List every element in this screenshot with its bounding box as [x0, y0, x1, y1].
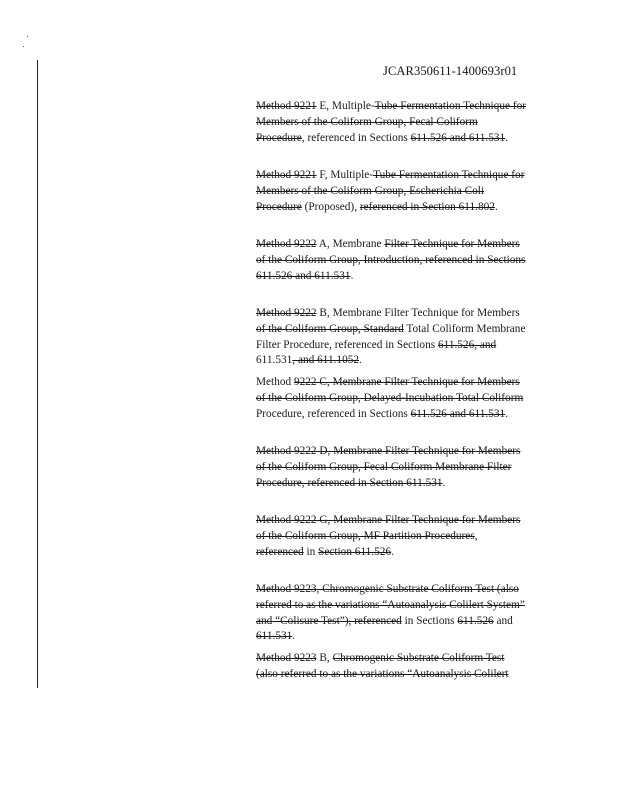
struck-text: of the Coliform Group, Fecal Coliform Membrane Filter — [256, 460, 512, 473]
entry-text: Procedure, referenced in Sections — [256, 407, 411, 420]
entry-text: Total Coliform Membrane — [403, 322, 526, 335]
struck-text: Method 9221 — [256, 100, 317, 112]
entry-line — [256, 99, 548, 115]
entry-line — [256, 306, 548, 322]
struck-text: 611.526, and — [437, 338, 497, 351]
entry-line — [256, 444, 548, 460]
method-entry — [256, 444, 548, 513]
struck-text: of the Coliform Group, Standard — [256, 322, 404, 335]
entry-text: . — [505, 131, 509, 144]
entry-text: (Proposed), — [301, 200, 360, 213]
struck-text: Method 9221 — [256, 169, 317, 181]
struck-text: Method 9223, Chromogenic Substrate Coliform Test (also — [256, 583, 519, 595]
entry-text: . — [359, 354, 362, 367]
struck-text: Procedure — [256, 200, 302, 213]
struck-text: and “Colisure Test”), referenced — [256, 614, 402, 627]
entry-text: B, Membrane Filter Technique for Members — [316, 307, 520, 319]
struck-text: Procedure, referenced in Section 611.531 — [256, 476, 443, 489]
entry-line — [256, 460, 548, 476]
entry-text: A, Membrane — [316, 238, 385, 250]
struck-text: Members of the Coliform Group, Fecal Coliform — [256, 115, 478, 128]
struck-text: 611.526 and 611.531 — [256, 269, 351, 282]
entry-line — [256, 115, 548, 131]
entry-line — [256, 131, 548, 147]
entry-text: E, Multiple- — [316, 100, 375, 112]
method-entry — [256, 168, 548, 237]
entry-line — [256, 269, 548, 285]
entry-line — [256, 253, 548, 269]
entry-line — [256, 407, 548, 423]
struck-text: (also referred to as the variations “Autoanalysis Colilert — [256, 667, 509, 680]
method-entry — [256, 99, 548, 168]
method-entry — [256, 651, 548, 720]
entry-line — [256, 598, 548, 614]
entry-text: . — [292, 630, 296, 643]
document-id: JCAR350611-1400693r01 — [383, 64, 518, 78]
entry-text: Filter Procedure, referenced in Sections — [256, 338, 438, 351]
struck-text: 611.526 and 611.531 — [410, 407, 506, 420]
entry-line — [256, 353, 548, 369]
entry-text: , — [474, 529, 478, 542]
struck-text: Method 9222 D, Membrane Filter Technique for Members — [256, 445, 521, 457]
entry-text: . — [494, 200, 498, 213]
entry-text: B, — [316, 652, 333, 664]
entry-text: F, Multiple- — [316, 169, 374, 181]
struck-text: Method 9222 G, Membrane Filter Technique for Members — [256, 514, 521, 526]
entry-line — [256, 629, 548, 645]
struck-text: Chromogenic Substrate Coliform Test — [332, 652, 505, 664]
entry-text: . — [391, 545, 394, 558]
entry-line — [256, 322, 548, 338]
struck-text: 611.526 — [457, 614, 494, 627]
struck-text: of the Coliform Group, MF Partition Procedures — [256, 529, 475, 542]
method-entry — [256, 582, 548, 651]
method-entry — [256, 513, 548, 582]
entry-line — [256, 667, 548, 683]
entry-text: . — [350, 269, 354, 282]
struck-text: referenced in Section 611.802 — [359, 200, 495, 213]
entry-line — [256, 338, 548, 354]
struck-text: referenced — [256, 545, 304, 558]
entry-text: , referenced in Sections — [301, 131, 411, 144]
struck-text: Method 9222 — [256, 238, 317, 250]
entry-text: in — [303, 545, 319, 558]
method-entries — [256, 99, 548, 720]
struck-text: Procedure — [256, 131, 302, 144]
entry-line — [256, 391, 548, 407]
entry-text: 611.531 — [256, 354, 293, 367]
scan-speck — [27, 36, 28, 37]
entry-line — [256, 168, 548, 184]
entry-line — [256, 582, 548, 598]
struck-text: Method 9222 — [256, 307, 317, 319]
method-entry — [256, 306, 548, 375]
struck-text: 9222 C, Membrane Filter Technique for Members — [293, 376, 520, 388]
method-entry — [256, 237, 548, 306]
entry-text: in Sections — [401, 614, 458, 627]
struck-text: Members of the Coliform Group, Escherichia Coli — [256, 184, 485, 197]
struck-text: Section 611.526 — [318, 545, 392, 558]
entry-text: . — [505, 407, 509, 420]
struck-text: Tube Fermentation Technique for — [374, 100, 526, 112]
entry-line — [256, 476, 548, 492]
struck-text: , and 611.1052 — [292, 354, 360, 367]
entry-text: Method — [256, 376, 294, 388]
entry-line — [256, 529, 548, 545]
left-margin-bar — [37, 60, 38, 688]
method-entry — [256, 375, 548, 444]
entry-line — [256, 651, 548, 667]
entry-text: . — [442, 476, 446, 489]
struck-text: referred to as the variations “Autoanalysis Colilert System” — [256, 598, 525, 611]
entry-line — [256, 513, 548, 529]
entry-line — [256, 375, 548, 391]
entry-line — [256, 237, 548, 253]
struck-text: 611.526 and 611.531 — [410, 131, 506, 144]
entry-text: and — [493, 614, 513, 627]
entry-line — [256, 614, 548, 630]
struck-text: 611.531 — [256, 630, 293, 643]
entry-line — [256, 200, 548, 216]
scan-speck — [23, 46, 24, 47]
struck-text: of the Coliform Group, Introduction, referenced in Sections — [256, 253, 526, 266]
struck-text: Tube Fermentation Technique for — [373, 169, 525, 181]
entry-line — [256, 184, 548, 200]
struck-text: Method 9223 — [256, 652, 317, 664]
entry-line — [256, 545, 548, 561]
struck-text: Filter Technique for Members — [384, 238, 520, 250]
struck-text: of the Coliform Group, Delayed-Incubation Total Coliform — [256, 391, 524, 404]
